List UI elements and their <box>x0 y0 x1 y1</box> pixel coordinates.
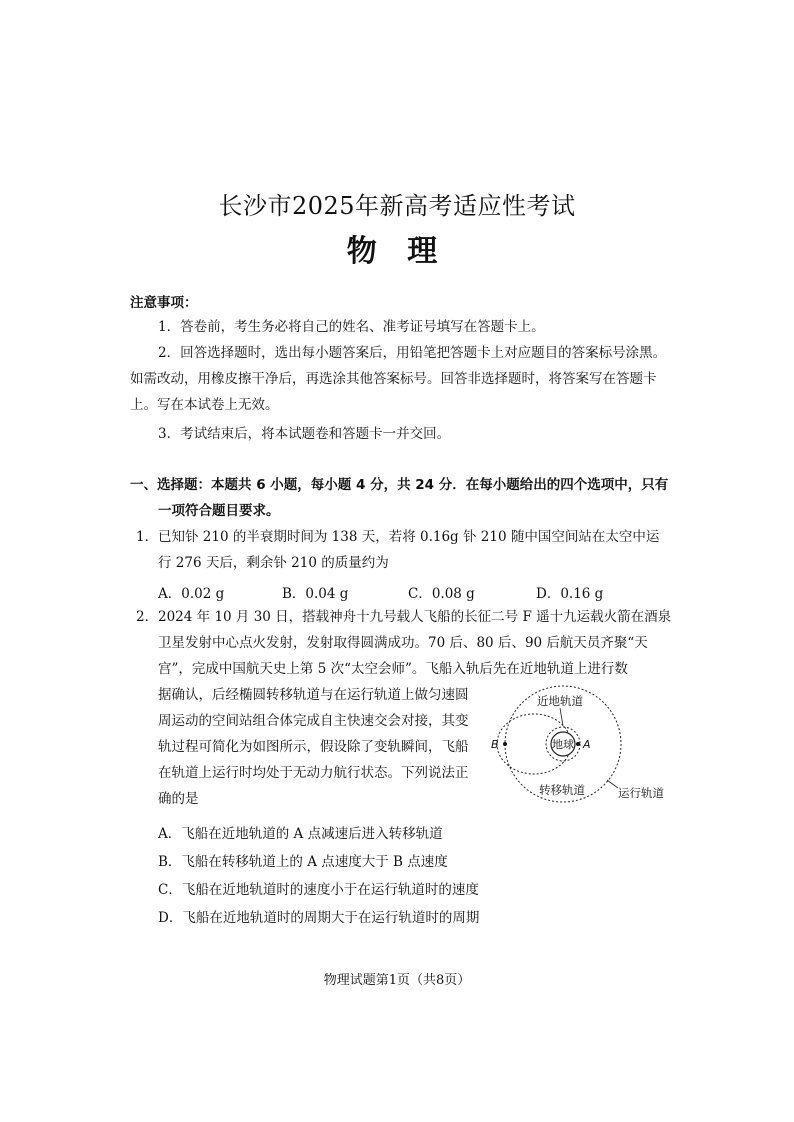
notice-heading: 注意事项： <box>130 295 198 311</box>
near-orbit-pointer <box>560 708 563 726</box>
q1-stem-line1: 已知钋 210 的半衰期时间为 138 天，若将 0.16g 钋 210 随中国空间站在太空中运 <box>158 529 660 545</box>
notice-item-2-cont: 如需改动，用橡皮擦干净后，再选涂其他答案标号。回答非选择题时，将答案写在答题卡 <box>130 371 657 387</box>
subject-title: 物 理 <box>346 234 448 269</box>
near-orbit-label: 近地轨道 <box>537 694 583 708</box>
run-orbit-label: 运行轨道 <box>618 786 664 800</box>
point-a-dot <box>576 742 580 746</box>
q2-stem-line1: 2024 年 10 月 30 日，搭载神舟十九号载人飞船的长征二号 F 遥十九运载火箭在酒泉 <box>158 609 672 625</box>
notice-item-1: 1．答卷前，考生务必将自己的姓名、准考证号填写在答题卡上。 <box>158 319 545 335</box>
section-heading-line1: 一、选择题：本题共 6 小题，每小题 4 分，共 24 分．在每小题给出的四个选项中，只有 <box>130 477 669 493</box>
run-orbit-pointer <box>607 780 618 788</box>
q1-stem-line2: 行 276 天后，剩余钋 210 的质量约为 <box>158 555 389 571</box>
q1-option-b: B．0.04 g <box>282 586 349 602</box>
section-heading-line2: 一项符合题目要求。 <box>158 503 280 519</box>
q2-number: 2． <box>136 609 159 625</box>
notice-item-2-end: 上。写在本试卷上无效。 <box>130 397 279 413</box>
section-heading <box>130 472 670 524</box>
q2-option-c: C．飞船在近地轨道时的速度小于在运行轨道时的速度 <box>158 882 479 898</box>
q2-option-d: D．飞船在近地轨道时的周期大于在运行轨道时的周期 <box>158 910 480 926</box>
page-footer: 物理试题第1页（共8页） <box>323 973 471 988</box>
q2-stem-line8: 确的是 <box>158 791 199 807</box>
q2-stem-line5: 周运动的空间站组合体完成自主快速交会对接，其变 <box>158 713 469 729</box>
q2-stem-line3: 宫”，完成中国航天史上第 5 次“太空会师”。飞船入轨后先在近地轨道上进行数 <box>158 661 628 677</box>
q2-option-a: A．飞船在近地轨道的 A 点减速后进入转移轨道 <box>158 826 443 842</box>
point-b-label: B <box>491 738 499 751</box>
transfer-orbit-label: 转移轨道 <box>539 783 585 797</box>
q2-stem-line2: 卫星发射中心点火发射，发射取得圆满成功。70 后、80 后、90 后航天员齐聚“天 <box>158 635 648 651</box>
earth-label: 地球 <box>552 738 574 751</box>
orbit-diagram <box>485 680 685 805</box>
q2-stem-line4: 据确认，后经椭圆转移轨道与在运行轨道上做匀速圆 <box>158 687 469 703</box>
notice-item-2: 2．回答选择题时，选出每小题答案后，用铅笔把答题卡上对应题目的答案标号涂黑。 <box>158 345 667 361</box>
q1-option-d: D．0.16 g <box>536 586 604 602</box>
q2-option-b: B．飞船在转移轨道上的 A 点速度大于 B 点速度 <box>158 854 448 870</box>
q2-stem-line7: 在轨道上运行时均处于无动力航行状态。下列说法正 <box>158 765 469 781</box>
q1-number: 1． <box>136 529 159 545</box>
point-a-label: A <box>583 738 591 751</box>
exam-title: 长沙市2025年新高考适应性考试 <box>218 192 576 220</box>
notice-item-3: 3．考试结束后，将本试题卷和答题卡一并交回。 <box>158 426 451 442</box>
q1-option-c: C．0.08 g <box>408 586 475 602</box>
point-b-dot <box>503 742 507 746</box>
q2-stem-line6: 轨过程可简化为如图所示，假设除了变轨瞬间，飞船 <box>158 739 469 755</box>
q1-option-a: A．0.02 g <box>158 586 225 602</box>
